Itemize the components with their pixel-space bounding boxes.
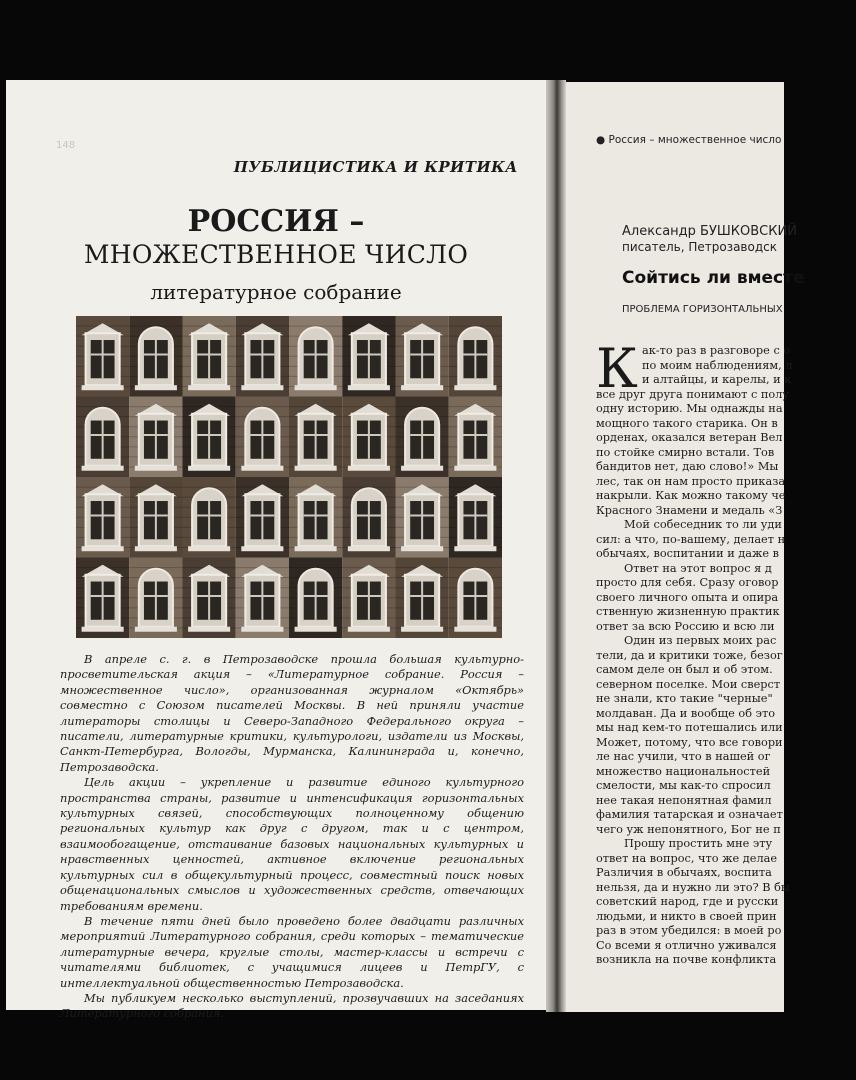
- book-gutter: [546, 80, 566, 1012]
- body-line: Со всеми я отлично уживался: [596, 938, 777, 952]
- window-frame-tile: [396, 477, 449, 558]
- window-frame-tile: [342, 558, 395, 639]
- window-frame-tile: [396, 558, 449, 639]
- body-line: советский народ, где и русски: [596, 895, 779, 908]
- body-line: орденах, оказался ветеран Вел: [596, 431, 783, 444]
- window-frame-tile: [236, 316, 289, 397]
- article-subtitle: литературное собрание: [150, 280, 402, 304]
- article-body: [596, 337, 856, 968]
- body-line: обычаях, воспитании и даже в: [596, 547, 780, 560]
- body-line: возникла на почве конфликта: [596, 953, 777, 966]
- body-line: ответ на вопрос, что же делае: [596, 851, 778, 865]
- body-line: раз в этом убедился: в моей ро: [596, 924, 782, 937]
- running-header: ● Россия – множественное число: [596, 134, 782, 146]
- window-frame-tile: [236, 477, 289, 558]
- right-page: [566, 82, 805, 1012]
- window-frame-tile: [183, 558, 236, 639]
- body-line: просто для себя. Сразу оговор: [596, 576, 779, 589]
- body-line: Различия в обычаях, воспита: [596, 866, 772, 879]
- window-frame-tile: [396, 397, 449, 478]
- body-line: ответ за всю Россию и всю ли: [596, 619, 775, 633]
- window-frame-tile: [129, 477, 182, 558]
- body-line: мы над кем-то потешались или: [596, 721, 783, 734]
- window-frame-tile: [396, 316, 449, 397]
- body-line: не знали, кто такие "черные": [596, 692, 773, 705]
- body-line: нее такая непонятная фамил: [596, 793, 772, 807]
- window-frame-tile: [76, 316, 129, 397]
- body-line: Может, потому, что все говори: [596, 735, 783, 749]
- body-line: своего личного опыта и опира: [596, 590, 779, 604]
- window-frame-tile: [289, 477, 342, 558]
- body-line: Прошу простить мне эту: [624, 837, 773, 850]
- body-line: Мой собеседник то ли уди: [624, 518, 782, 531]
- intro-text: [60, 652, 524, 1022]
- window-frame-tile: [76, 397, 129, 478]
- body-line: мощного такого старика. Он в: [596, 416, 778, 430]
- window-frame-tile: [449, 397, 502, 478]
- window-frame-tile: [449, 558, 502, 639]
- body-line: людьми, и никто в своей прин: [596, 909, 777, 923]
- drop-cap: К: [596, 337, 638, 400]
- body-line: ак-то раз в разговоре с о: [642, 344, 791, 357]
- intro-paragraph-3: В течение пяти дней было проведено более двадцати различных мероприятий Литературного собрания, среди которых – тематические литературные вечера, круглые столы, мастер-классы и встречи с читателями библиотек, с учащимися лицеев и ПетрГУ, с интеллектуальной общественностью Петрозаводска.: [60, 913, 524, 990]
- body-line: по стойке смирно встали. Тов: [596, 445, 775, 459]
- body-line: ственную жизненную практик: [596, 605, 780, 618]
- body-line: чего уж непонятного, Бог не п: [596, 822, 781, 836]
- intro-paragraph-4: Мы публикуем несколько выступлений, прозвучавших на заседаниях Литературного собрания.: [60, 990, 524, 1021]
- window-frame-tile: [449, 477, 502, 558]
- window-frame-tile: [129, 316, 182, 397]
- window-frame-tile: [449, 316, 502, 397]
- window-frame-tile: [183, 477, 236, 558]
- window-frame-tile: [236, 397, 289, 478]
- window-frame-tile: [236, 558, 289, 639]
- article-subtitle: ПРОБЛЕМА ГОРИЗОНТАЛЬНЫХ: [622, 304, 783, 315]
- body-line: Красного Знамени и медаль «З: [596, 503, 783, 517]
- body-line: молдаван. Да и вообще об это: [596, 706, 776, 720]
- window-frame-tile: [129, 397, 182, 478]
- window-frame-tile: [76, 477, 129, 558]
- window-frame-tile: [289, 316, 342, 397]
- body-line: ле нас учили, что в нашей ог: [596, 750, 771, 763]
- window-frame-tile: [289, 558, 342, 639]
- body-line: тели, да и критики тоже, безог: [596, 648, 783, 662]
- author-name: Александр БУШКОВСКИЙ: [622, 224, 797, 239]
- section-rubric: ПУБЛИЦИСТИКА И КРИТИКА: [233, 158, 518, 176]
- body-line: и алтайцы, и карелы, и к: [642, 373, 792, 386]
- window-frame-tile: [342, 316, 395, 397]
- body-line: самом деле он был и об этом.: [596, 663, 773, 676]
- body-line: северном поселке. Мои сверст: [596, 677, 781, 691]
- intro-paragraph-1: В апреле с. г. в Петрозаводске прошла большая культурно-просветительская акция – «Литературное собрание. Россия – множественное число», организованная журналом «Октябрь» совместно с Союзом писателей Москвы. В ней приняли участие литераторы столицы и Северо-Западного Федерального округа – писатели, литературные критики, культурологи, издатели из Москвы, Санкт-Петербурга, Вологды, Мурманска, Калининграда и, конечно, Петрозаводска.: [60, 652, 524, 774]
- window-frame-tile: [342, 477, 395, 558]
- article-title: Сойтись ли вместе: [622, 268, 805, 288]
- body-line: лес, так он нам просто приказа: [596, 474, 786, 488]
- body-line: множество национальностей: [596, 764, 771, 778]
- window-frame-tile: [342, 397, 395, 478]
- left-page: [6, 80, 546, 1021]
- body-line: накрыли. Как можно такому че: [596, 489, 786, 502]
- page-number: 148: [56, 140, 76, 151]
- body-line: смелости, мы как-то спросил: [596, 779, 771, 792]
- body-line: сил: а что, по-вашему, делает н: [596, 532, 786, 546]
- window-frame-tile: [183, 316, 236, 397]
- intro-paragraph-2: Цель акции – укрепление и развитие единого культурного пространства страны, развитие и интенсификация горизонтальных культурных связей, способствующих полноценному общению региональных культур как друг с другом, так и с центром, взаимообогащение, отстаивание базовых национальных культурных и нравственных ценностей, активное включение региональных культурных сил в общекультурный процесс, совместный поиск новых общенациональных смыслов и художественных средств, отвечающих требованиям времени.: [60, 775, 524, 913]
- window-frame-tile: [76, 558, 129, 639]
- author-role: писатель, Петрозаводск: [622, 240, 777, 254]
- window-frames-photo: [76, 316, 502, 638]
- window-frame-tile: [289, 397, 342, 478]
- body-line: по моим наблюдениям, л: [642, 358, 793, 372]
- window-frame-tile: [129, 558, 182, 639]
- body-line: нельзя, да и нужно ли это? В бы: [596, 880, 790, 894]
- body-line: фамилия татарская и означает: [596, 808, 783, 821]
- body-line: все друг друга понимают с полу: [596, 387, 790, 401]
- article-title-line-1: РОССИЯ –: [187, 204, 365, 239]
- article-title-line-2: МНОЖЕСТВЕННОЕ ЧИСЛО: [83, 240, 469, 269]
- window-frame-tile: [183, 397, 236, 478]
- body-line: одну историю. Мы однажды на: [596, 402, 783, 415]
- body-line: бандитов нет, даю слово!» Мы: [596, 460, 779, 473]
- body-line: Ответ на этот вопрос я д: [624, 561, 772, 575]
- body-line: Один из первых моих рас: [624, 634, 777, 647]
